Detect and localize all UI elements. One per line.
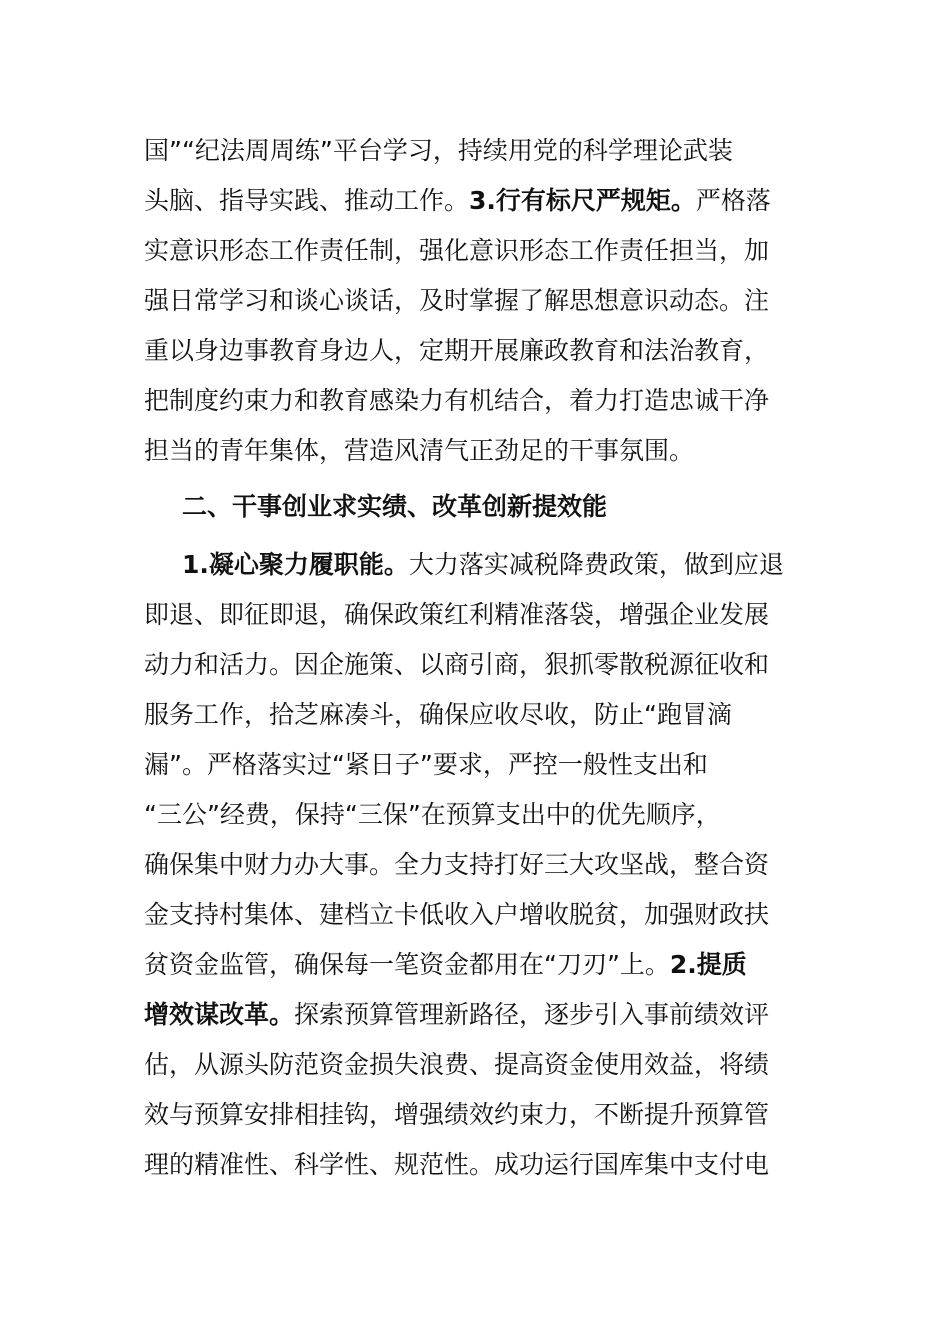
text-line-7	[144, 436, 824, 466]
text-run: 担当的青年集体，营造风清气正劲足的干事氛围。	[144, 436, 695, 465]
text-run: 确保集中财力办大事。全力支持打好三大攻坚战，整合资	[144, 850, 770, 879]
text-line-19	[144, 1050, 824, 1080]
text-run: 动力和活力。因企施策、以商引商，狠抓零散税源征收和	[144, 650, 770, 679]
subsection-title: 1.凝心聚力履职能。	[182, 550, 409, 579]
text-run: “三公”经费，保持“三保”在预算支出中的优先顺序，	[144, 800, 721, 829]
text-run: 理的精准性、科学性、规范性。成功运行国库集中支付电	[144, 1150, 770, 1179]
text-line-17	[144, 950, 824, 980]
text-line-1	[144, 136, 824, 166]
text-run: 强日常学习和谈心谈话，及时掌握了解思想意识动态。注	[144, 286, 770, 315]
text-run: 探索预算管理新路径，逐步引入事前绩效评	[294, 1000, 770, 1029]
text-line-3	[144, 236, 824, 266]
subsection-title: 3.行有标尺严规矩。	[469, 186, 696, 215]
section-heading	[182, 492, 862, 522]
text-run: 漏”。严格落实过“紧日子”要求，严控一般性支出和	[144, 750, 708, 779]
text-run: 国”“纪法周周练”平台学习，持续用党的科学理论武装	[144, 136, 733, 165]
text-line-11	[144, 650, 824, 680]
text-run: 严格落	[695, 186, 771, 215]
text-run: 服务工作，拾芝麻凑斗，确保应收尽收，防止“跑冒滴	[144, 700, 732, 729]
text-line-10	[144, 600, 824, 630]
text-line-12	[144, 700, 824, 730]
text-line-6	[144, 386, 824, 416]
text-run: 金支持村集体、建档立卡低收入户增收脱贫，加强财政扶	[144, 900, 770, 929]
subsection-title: 2.提质	[669, 950, 747, 979]
text-line-13	[144, 750, 824, 780]
text-line-16	[144, 900, 824, 930]
text-line-2	[144, 186, 824, 216]
text-run: 把制度约束力和教育感染力有机结合，着力打造忠诚干净	[144, 386, 770, 415]
text-run: 头脑、指导实践、推动工作。	[144, 186, 470, 215]
subsection-title: 增效谋改革。	[144, 1000, 295, 1029]
text-run: 贫资金监管，确保每一笔资金都用在“刀刃”上。	[144, 950, 670, 979]
text-line-18	[144, 1000, 824, 1030]
text-line-20	[144, 1100, 824, 1130]
text-run: 大力落实减税降费政策，做到应退	[408, 550, 784, 579]
text-run: 即退、即征即退，确保政策红利精准落袋，增强企业发展	[144, 600, 770, 629]
text-line-21	[144, 1150, 824, 1180]
text-run: 实意识形态工作责任制，强化意识形态工作责任担当，加	[144, 236, 770, 265]
text-line-14	[144, 800, 824, 830]
text-line-5	[144, 336, 824, 366]
text-run: 估，从源头防范资金损失浪费、提高资金使用效益，将绩	[144, 1050, 770, 1079]
text-line-9	[182, 550, 862, 580]
text-line-15	[144, 850, 824, 880]
text-run: 效与预算安排相挂钩，增强绩效约束力，不断提升预算管	[144, 1100, 770, 1129]
text-run: 重以身边事教育身边人，定期开展廉政教育和法治教育，	[144, 336, 770, 365]
text-line-4	[144, 286, 824, 316]
section-heading-text: 二、干事创业求实绩、改革创新提效能	[182, 492, 608, 521]
